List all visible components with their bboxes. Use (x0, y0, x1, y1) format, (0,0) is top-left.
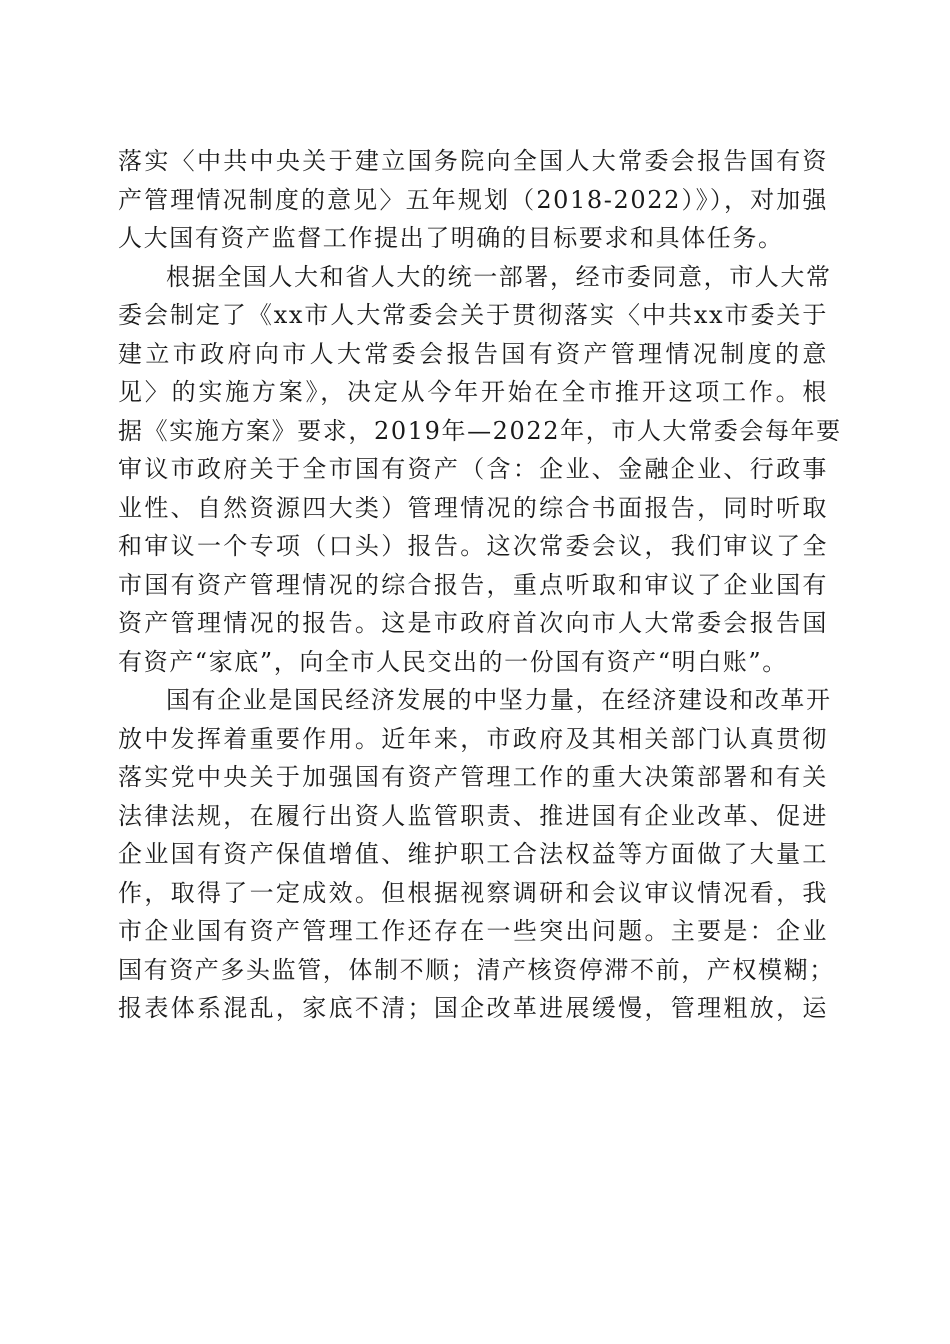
text-line: 有资产“家底”，向全市人民交出的一份国有资产“明白账”。 (118, 647, 788, 676)
text-line: 国有企业是国民经济发展的中坚力量，在经济建设和改革开 (166, 686, 832, 714)
paragraph-1 (118, 142, 828, 258)
text-line: 见〉的实施方案》，决定从今年开始在全市推开这项工作。根 (118, 378, 828, 406)
body-text (118, 142, 842, 1028)
text-line: 作，取得了一定成效。但根据视察调研和会议审议情况看，我 (118, 878, 828, 907)
paragraph-3 (118, 681, 835, 1028)
paragraph-2 (118, 258, 842, 682)
text-line: 放中发挥着重要作用。近年来，市政府及其相关部门认真贯彻 (118, 724, 828, 753)
text-line: 资产管理情况的报告。这是市政府首次向市人大常委会报告国 (118, 609, 828, 637)
text-line: 市国有资产管理情况的综合报告，重点听取和审议了企业国有 (118, 570, 828, 599)
text-line: 建立市政府向市人大常委会报告国有资产管理情况制度的意 (118, 339, 828, 368)
text-line: 市企业国有资产管理工作还存在一些突出问题。主要是：企业 (118, 917, 828, 945)
text-line: 产管理情况制度的意见〉五年规划（2018-2022）》），对加强 (118, 185, 828, 214)
text-line: 据《实施方案》要求，2019年—2022年，市人大常委会每年要 (118, 416, 842, 445)
text-line: 根据全国人大和省人大的统一部署，经市委同意，市人大常 (166, 262, 832, 291)
text-line: 业性、自然资源四大类）管理情况的综合书面报告，同时听取 (118, 493, 828, 522)
text-line: 报表体系混乱，家底不清；国企改革进展缓慢，管理粗放，运 (118, 994, 828, 1022)
text-line: 委会制定了《xx市人大常委会关于贯彻落实〈中共xx市委关于 (118, 301, 828, 329)
text-line: 落实〈中共中央关于建立国务院向全国人大常委会报告国有资 (118, 147, 828, 175)
text-line: 人大国有资产监督工作提出了明确的目标要求和具体任务。 (118, 224, 784, 252)
text-line: 审议市政府关于全市国有资产（含：企业、金融企业、行政事 (118, 455, 828, 483)
text-line: 和审议一个专项（口头）报告。这次常委会议，我们审议了全 (118, 532, 828, 560)
text-line: 落实党中央关于加强国有资产管理工作的重大决策部署和有关 (118, 763, 828, 791)
text-line: 企业国有资产保值增值、维护职工合法权益等方面做了大量工 (118, 840, 828, 868)
text-line: 国有资产多头监管，体制不顺；清产核资停滞不前，产权模糊； (118, 955, 835, 984)
text-line: 法律法规，在履行出资人监管职责、推进国有企业改革、促进 (118, 801, 828, 830)
